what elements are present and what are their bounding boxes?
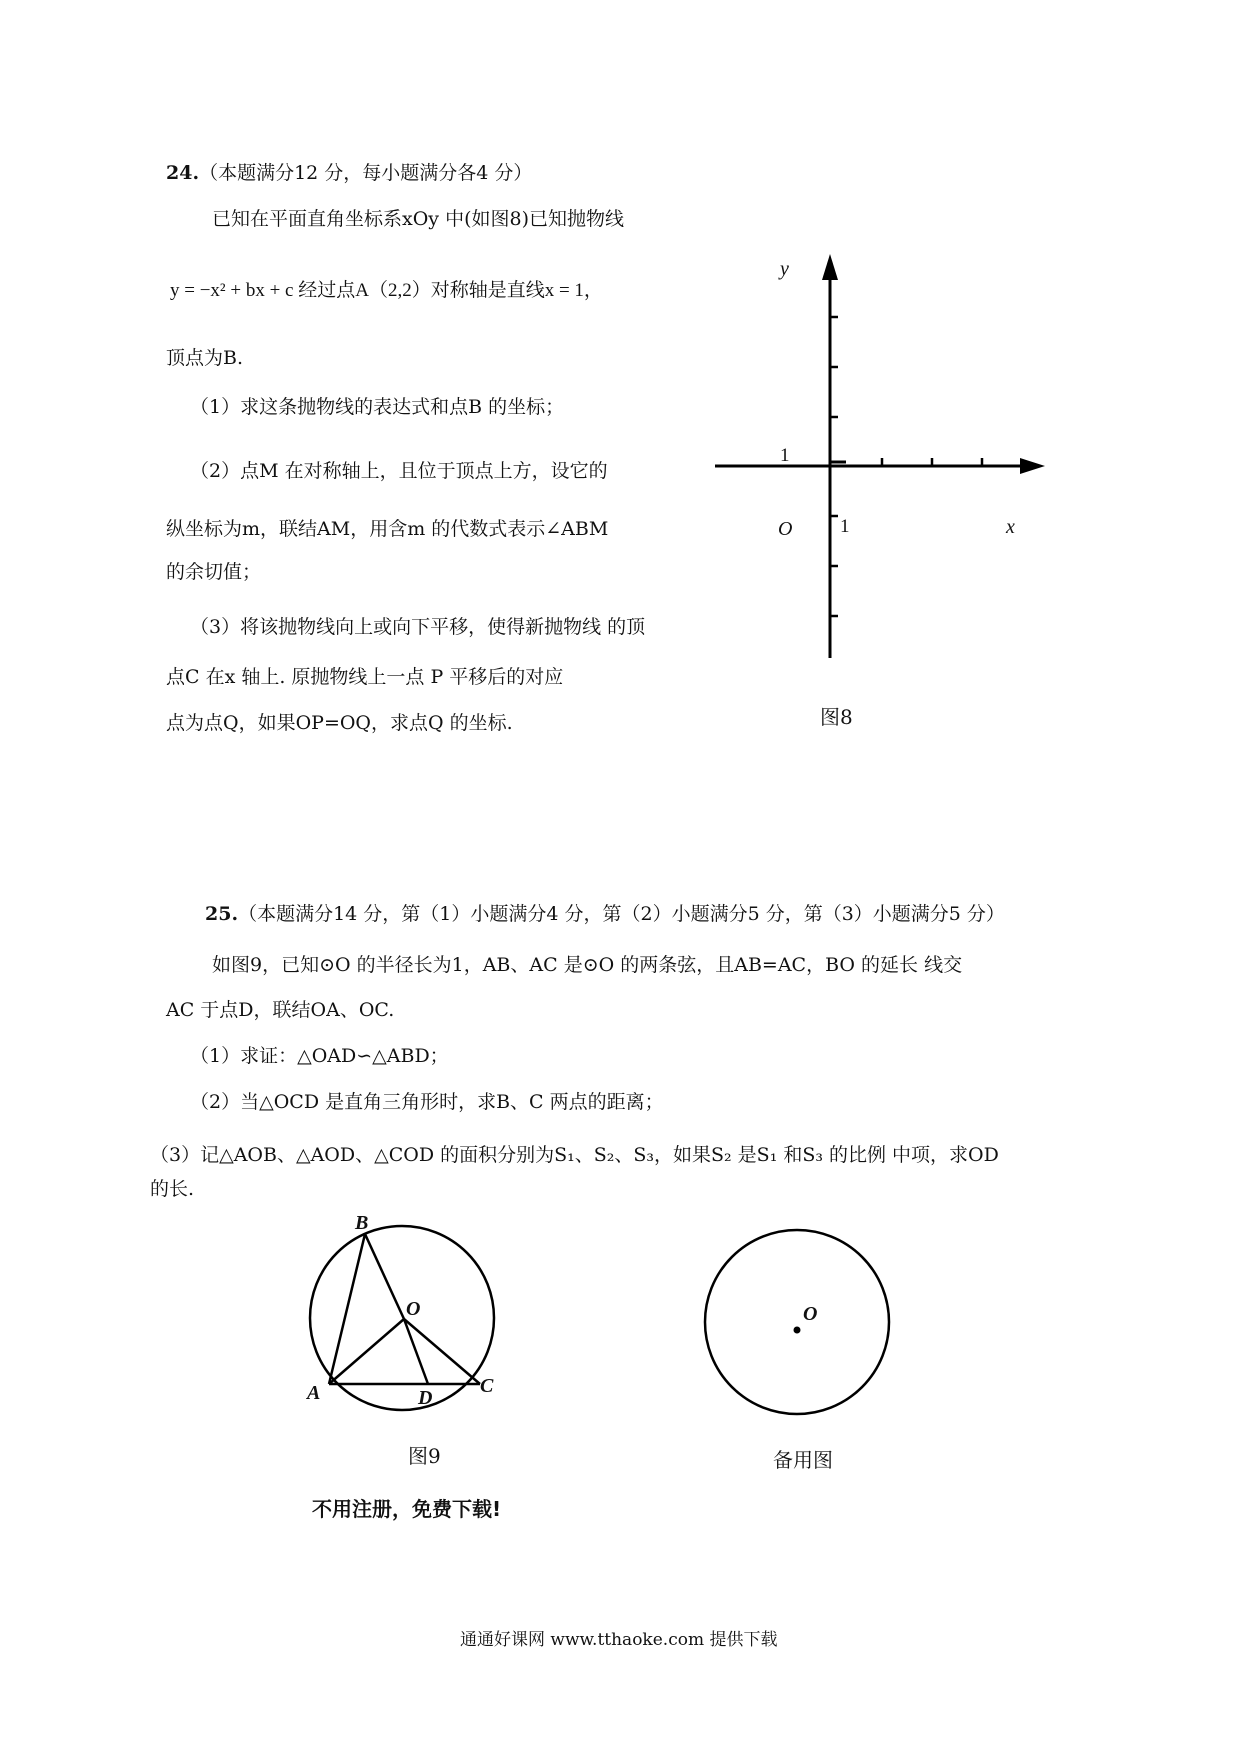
x-axis-arrow <box>1020 458 1045 474</box>
q24-intro: 已知在平面直角坐标系xOy 中(如图8)已知抛物线 <box>212 208 624 230</box>
spare-caption: 备用图 <box>773 1448 833 1472</box>
x-axis-ticks <box>882 458 982 466</box>
q24-number: 24. <box>166 162 200 184</box>
q24-vertex: 顶点为B. <box>166 347 244 369</box>
fig8-y-tick-label: 1 <box>780 445 790 466</box>
q25-part1: （1）求证：△OAD∽△ABD； <box>190 1045 449 1067</box>
q24-part1: （1）求这条抛物线的表达式和点B 的坐标； <box>190 396 565 418</box>
q25-part3-line2: 的长. <box>150 1178 195 1200</box>
spare-center-dot <box>794 1327 801 1334</box>
q25-score-note: （本题满分14 分，第（1）小题满分4 分，第（2）小题满分5 分，第（3）小题满分5 分） <box>238 903 1005 925</box>
fig8-x-tick-label: 1 <box>840 516 850 537</box>
q24-part3-line3: 点为点Q，如果OP=OQ，求点Q 的坐标. <box>166 712 513 734</box>
q24-part2-line2: 纵坐标为m，联结AM，用含m 的代数式表示∠ABM <box>166 518 609 540</box>
spare-label-O: O <box>803 1303 818 1325</box>
page-footer: 通通好课网 www.tthaoke.com 提供下载 <box>460 1630 778 1650</box>
q24-part2-line3: 的余切值； <box>166 561 262 583</box>
q25-part3-line1: （3）记△AOB、△AOD、△COD 的面积分别为S₁、S₂、S₃，如果S₂ 是S₁ 和S₃ 的比例 中项，求OD <box>150 1144 999 1166</box>
fig9-label-O: O <box>406 1298 421 1320</box>
q25-part2: （2）当△OCD 是直角三角形时，求B、C 两点的距离； <box>190 1091 664 1113</box>
q24-equation: y = −x² + bx + c 经过点A（2,2）对称轴是直线x = 1， <box>170 280 603 301</box>
fig9-label-B: B <box>355 1212 369 1234</box>
q24-part2-line1: （2）点M 在对称轴上，且位于顶点上方，设它的 <box>190 460 608 482</box>
fig8-caption: 图8 <box>820 705 853 729</box>
q24-part3-line2: 点C 在x 轴上. 原抛物线上一点 P 平移后的对应 <box>166 666 564 688</box>
fig9-label-D: D <box>418 1387 433 1409</box>
fig8-y-label: y <box>780 258 789 280</box>
fig9-label-C: C <box>480 1375 494 1397</box>
q25-number: 25. <box>205 903 239 925</box>
fig8-origin-label: O <box>778 518 793 540</box>
spare-circle <box>705 1230 889 1414</box>
y-axis-ticks <box>830 317 838 616</box>
q25-title <box>205 899 1005 926</box>
fig9-segments <box>329 1234 480 1384</box>
download-notice: 不用注册，免费下载! <box>312 1497 502 1521</box>
q25-intro-line2: AC 于点D，联结OA、OC. <box>166 999 395 1021</box>
fig9-circle <box>310 1226 494 1410</box>
q24-part3-line1: （3）将该抛物线向上或向下平移，使得新抛物线 的顶 <box>190 616 646 638</box>
fig8-x-label: x <box>1006 516 1015 538</box>
fig9-label-A: A <box>307 1382 321 1404</box>
q24-title <box>166 158 532 185</box>
q25-intro-line1: 如图9，已知⊙O 的半径长为1，AB、AC 是⊙O 的两条弦，且AB=AC，BO 的延长 线交 <box>212 954 963 976</box>
fig9-caption: 图9 <box>408 1444 441 1468</box>
y-axis-arrow <box>822 254 838 280</box>
q24-score-note: （本题满分12 分，每小题满分各4 分） <box>199 162 533 184</box>
